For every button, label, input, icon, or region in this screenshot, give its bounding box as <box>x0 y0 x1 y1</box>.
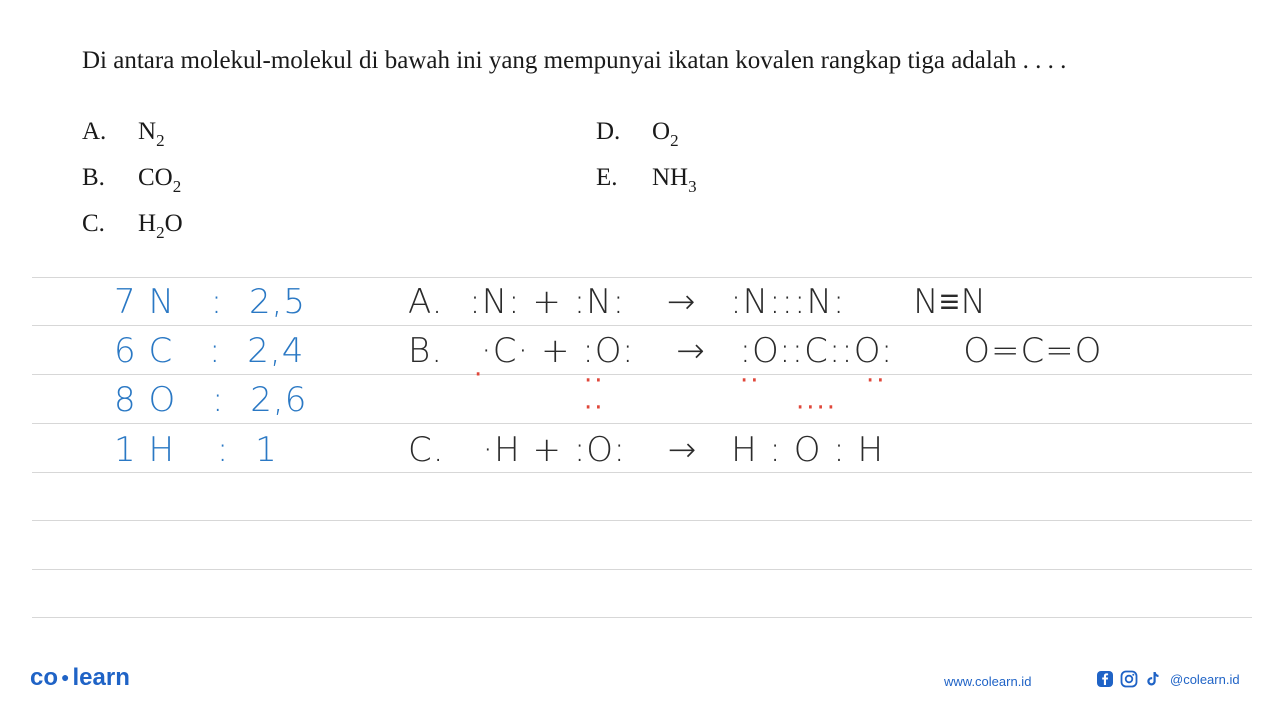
social-handle[interactable]: @colearn.id <box>1170 671 1240 687</box>
ruled-line <box>32 277 1252 278</box>
ruled-line <box>32 374 1252 375</box>
electron-dots: ·· <box>740 366 761 396</box>
config-row <box>114 380 307 420</box>
config-atom: 6 C <box>114 331 174 371</box>
electron-dots: ·· <box>866 366 887 396</box>
social-links <box>1096 670 1240 688</box>
electron-dots: ···· <box>796 393 838 423</box>
tiktok-icon[interactable] <box>1144 670 1162 688</box>
option-formula: $NH_3$ <box>652 164 697 196</box>
config-value: 2,6 <box>250 380 308 420</box>
ruled-line <box>32 472 1252 473</box>
instagram-icon[interactable] <box>1120 670 1138 688</box>
work-rhs: :N:::N: <box>730 282 846 322</box>
option-formula: $O_2$ <box>652 118 679 150</box>
config-atom: 1 H <box>114 430 176 470</box>
option-formula: $CO_2$ <box>138 164 182 196</box>
option-letter: B. <box>82 164 105 191</box>
config-sep: : <box>212 380 225 420</box>
ruled-line <box>32 520 1252 521</box>
question-text: Di antara molekul-molekul di bawah ini yang mempunyai ikatan kovalen rangkap tiga adalah . . . . <box>82 47 1067 74</box>
work-arrow: → <box>666 282 697 322</box>
work-rhs: :O::C::O: <box>739 331 894 371</box>
work-rhs: H : O : H <box>731 430 885 470</box>
work-label: A. <box>408 282 444 322</box>
config-row <box>114 331 304 371</box>
work-arrow: → <box>676 331 706 371</box>
ruled-line <box>32 325 1252 326</box>
ruled-line <box>32 423 1252 424</box>
electron-dots: ·· <box>584 393 605 423</box>
facebook-icon[interactable] <box>1096 670 1114 688</box>
option-d[interactable] <box>596 116 679 148</box>
work-row-a <box>408 282 987 322</box>
work-label: B. <box>408 331 444 371</box>
config-sep: : <box>209 331 222 371</box>
work-row-c <box>408 430 884 470</box>
work-lhs: ·H + :O: <box>482 430 626 470</box>
config-sep: : <box>210 282 224 322</box>
option-letter: E. <box>596 164 618 191</box>
work-structural: O=C=O <box>963 331 1103 371</box>
ruled-line <box>32 617 1252 618</box>
work-lhs: :N: + :N: <box>469 282 626 322</box>
config-value: 2,5 <box>248 282 307 322</box>
option-b[interactable] <box>82 162 181 194</box>
option-letter: C. <box>82 210 105 237</box>
config-atom: 8 O <box>114 380 177 420</box>
config-row <box>114 282 306 322</box>
option-formula: $H_2O$ <box>138 210 183 242</box>
option-a[interactable] <box>82 116 165 148</box>
electron-dot: · <box>474 360 485 390</box>
config-atom: 7 N <box>114 282 175 322</box>
option-letter: A. <box>82 118 107 145</box>
work-lhs: ·C· + :O: <box>480 331 635 371</box>
work-structural: N≡N <box>913 282 987 322</box>
website-link[interactable]: www.colearn.id <box>944 674 1032 689</box>
colearn-logo[interactable]: co ● learn <box>30 664 130 691</box>
work-label: C. <box>408 430 445 470</box>
config-value: 1 <box>255 430 278 470</box>
option-c[interactable] <box>82 208 183 240</box>
electron-dots: ·· <box>584 366 605 396</box>
config-value: 2,4 <box>247 331 305 371</box>
option-formula: $N_2$ <box>138 118 165 150</box>
config-row <box>114 430 278 470</box>
config-sep: : <box>216 430 230 470</box>
ruled-line <box>32 569 1252 570</box>
work-row-b <box>408 331 1102 371</box>
option-e[interactable] <box>596 162 697 194</box>
work-arrow: → <box>667 430 698 470</box>
option-letter: D. <box>596 118 621 145</box>
